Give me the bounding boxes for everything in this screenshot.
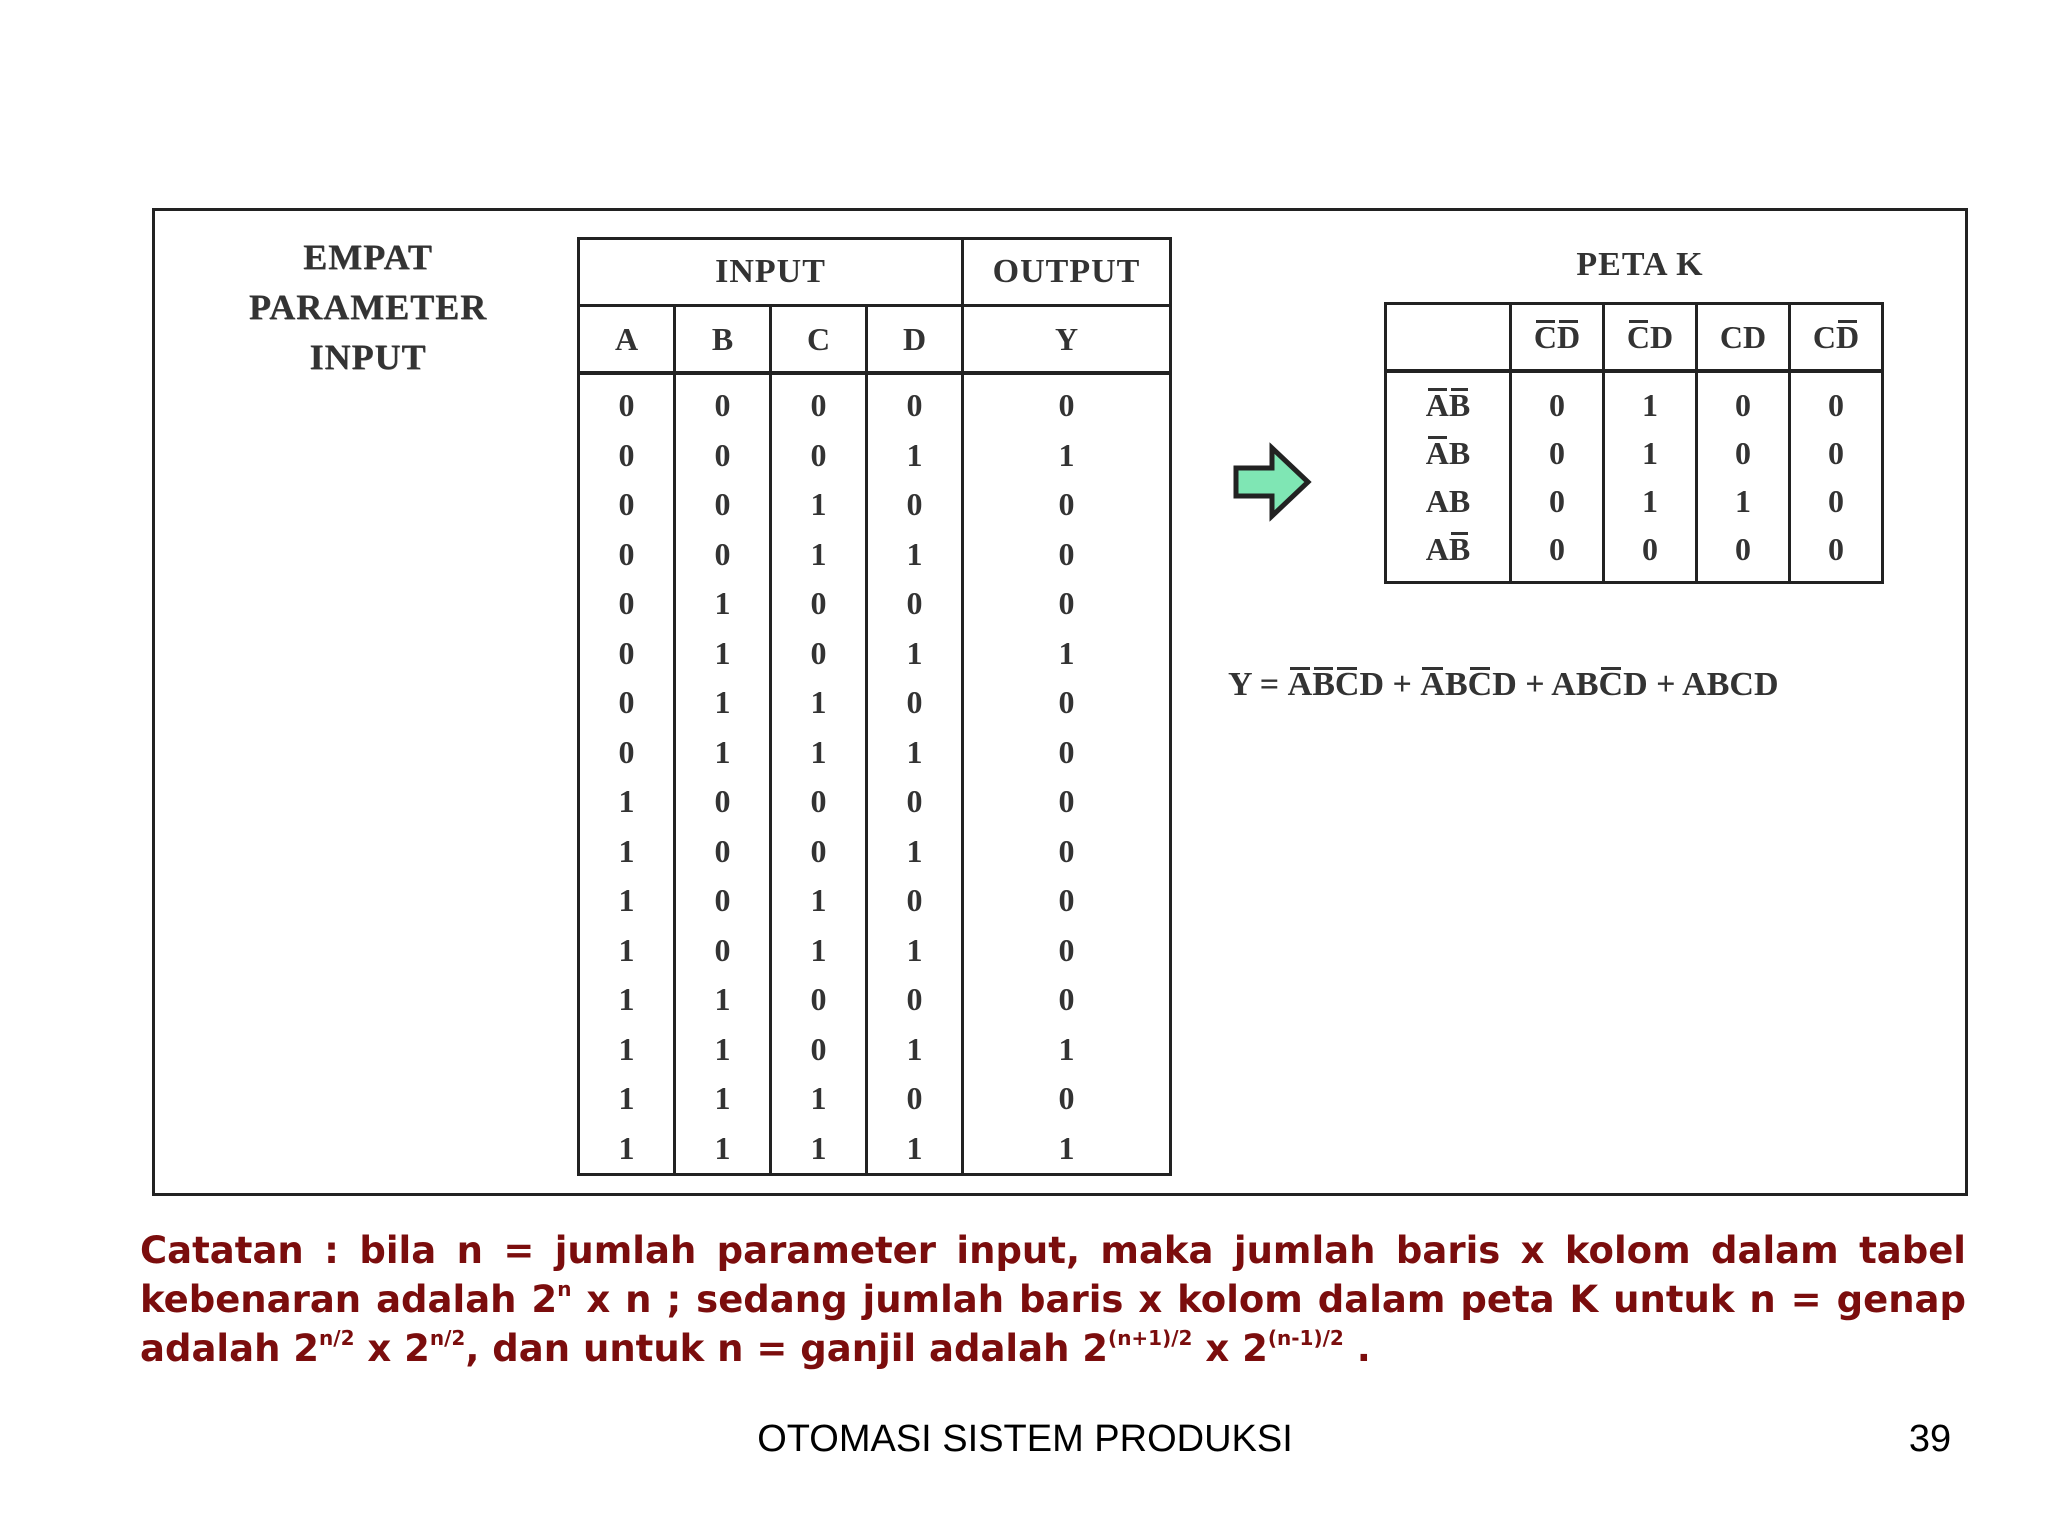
table-cell: 0 (675, 530, 771, 580)
kmap-column-header (1790, 304, 1883, 372)
column-header-b: B (675, 306, 771, 374)
kmap-cell: 0 (1790, 429, 1883, 477)
note-superscript: n (557, 1277, 572, 1301)
table-cell: 0 (963, 926, 1171, 976)
kmap-column-header (1511, 304, 1604, 372)
table-cell: 0 (867, 579, 963, 629)
table-cell: 0 (675, 926, 771, 976)
parameter-title-line: PARAMETER (248, 287, 488, 327)
truth-table (577, 237, 1172, 1176)
negated-literal: B (1312, 666, 1335, 703)
negated-literal: C (1467, 666, 1493, 703)
table-cell: 1 (963, 1124, 1171, 1175)
table-cell: 0 (963, 579, 1171, 629)
table-row (579, 876, 1171, 926)
table-cell: 0 (579, 728, 675, 778)
column-header-y: Y (963, 306, 1171, 374)
table-cell: 0 (771, 629, 867, 679)
table-cell: 1 (675, 1074, 771, 1124)
kmap-cell: 1 (1604, 371, 1697, 429)
literal: C (1729, 666, 1754, 703)
column-header-d: D (867, 306, 963, 374)
table-row (579, 1124, 1171, 1175)
negated-literal: C (1334, 666, 1360, 703)
table-cell: 0 (675, 876, 771, 926)
table-cell: 0 (963, 777, 1171, 827)
table-cell: 1 (579, 1025, 675, 1075)
input-group-header: INPUT (579, 239, 963, 306)
table-cell: 1 (579, 876, 675, 926)
equation-term (1288, 666, 1384, 703)
table-cell: 1 (867, 827, 963, 877)
table-cell: 0 (675, 373, 771, 431)
kmap-row (1386, 477, 1883, 525)
literal: A (1682, 666, 1707, 703)
table-cell: 0 (675, 480, 771, 530)
parameter-title-line: INPUT (309, 337, 427, 377)
table-cell: 0 (963, 678, 1171, 728)
kmap-cell: 0 (1511, 371, 1604, 429)
table-cell: 1 (771, 678, 867, 728)
table-cell: 1 (675, 1124, 771, 1175)
table-cell: 1 (867, 431, 963, 481)
negated-literal: A (1425, 434, 1449, 471)
table-cell: 1 (579, 975, 675, 1025)
kmap-body (1386, 371, 1883, 583)
literal: D (1743, 318, 1767, 355)
kmap-row (1386, 371, 1883, 429)
table-cell: 0 (963, 975, 1171, 1025)
table-cell: 1 (675, 728, 771, 778)
negated-literal: A (1425, 386, 1449, 423)
right-arrow-icon (1232, 442, 1312, 522)
literal: D (1623, 666, 1648, 703)
table-cell: 0 (963, 480, 1171, 530)
literal: D (1359, 666, 1385, 703)
table-cell: 1 (675, 579, 771, 629)
table-cell: 0 (675, 827, 771, 877)
table-cell: 0 (963, 728, 1171, 778)
plus-operator: + (1647, 666, 1683, 703)
table-row (579, 431, 1171, 481)
note-text: , dan untuk n = ganjil adalah 2 (465, 1327, 1109, 1370)
table-cell: 0 (771, 827, 867, 877)
kmap-row-header (1386, 429, 1511, 477)
table-cell: 1 (963, 1025, 1171, 1075)
kmap-row-header (1386, 371, 1511, 429)
table-cell: 0 (579, 373, 675, 431)
kmap-cell: 1 (1604, 429, 1697, 477)
table-cell: 1 (771, 530, 867, 580)
kmap-cell: 0 (1697, 429, 1790, 477)
note-text: . (1343, 1327, 1371, 1370)
literal: B (1444, 666, 1468, 703)
plus-operator: + (1384, 666, 1421, 703)
table-cell: 1 (675, 629, 771, 679)
table-cell: 0 (963, 1074, 1171, 1124)
table-cell: 1 (771, 480, 867, 530)
footer-title: OTOMASI SISTEM PRODUKSI (757, 1418, 1293, 1460)
literal: A (1425, 530, 1449, 567)
note-text: Catatan : bila n = jumlah parameter input, maka jumlah baris x kolom dalam tabel kebenaran adalah 2 (140, 1229, 1966, 1321)
kmap-title: PETA K (1576, 246, 1704, 283)
negated-literal: B (1448, 386, 1471, 423)
table-cell: 1 (675, 1025, 771, 1075)
kmap-row-header (1386, 525, 1511, 583)
table-cell: 1 (867, 1025, 963, 1075)
kmap-cell: 0 (1604, 525, 1697, 583)
note-superscript: (n+1)/2 (1108, 1326, 1193, 1350)
negated-literal: D (1557, 318, 1581, 355)
truth-table-body (579, 373, 1171, 1175)
karnaugh-map (1384, 302, 1884, 584)
table-cell: 0 (963, 827, 1171, 877)
literal: B (1706, 666, 1730, 703)
table-cell: 1 (579, 1124, 675, 1175)
negated-literal: C (1533, 318, 1557, 355)
table-row (579, 530, 1171, 580)
table-cell: 0 (579, 480, 675, 530)
table-cell: 0 (579, 579, 675, 629)
kmap-cell: 0 (1697, 371, 1790, 429)
table-row (579, 373, 1171, 431)
negated-literal: C (1626, 318, 1650, 355)
negated-literal: C (1598, 666, 1624, 703)
table-row (579, 728, 1171, 778)
kmap-row-header (1386, 477, 1511, 525)
table-cell: 1 (675, 678, 771, 728)
literal: D (1650, 318, 1674, 355)
literal: C (1812, 318, 1836, 355)
table-cell: 0 (867, 777, 963, 827)
column-header-a: A (579, 306, 675, 374)
literal: C (1719, 318, 1743, 355)
table-cell: 1 (867, 1124, 963, 1175)
negated-literal: D (1836, 318, 1860, 355)
kmap-row (1386, 429, 1883, 477)
table-cell: 0 (867, 876, 963, 926)
table-cell: 0 (867, 975, 963, 1025)
kmap-cell: 0 (1790, 477, 1883, 525)
equation-term (1682, 666, 1778, 703)
negated-literal: A (1420, 666, 1445, 703)
table-row (579, 480, 1171, 530)
table-cell: 1 (579, 1074, 675, 1124)
table-cell: 0 (675, 431, 771, 481)
kmap-cell: 1 (1697, 477, 1790, 525)
kmap-column-header (1604, 304, 1697, 372)
note-paragraph (140, 1226, 1966, 1373)
literal: A (1551, 666, 1576, 703)
table-cell: 1 (963, 431, 1171, 481)
kmap-cell: 0 (1697, 525, 1790, 583)
table-cell: 0 (771, 975, 867, 1025)
table-cell: 1 (579, 777, 675, 827)
table-cell: 0 (771, 1025, 867, 1075)
kmap-cell: 0 (1790, 525, 1883, 583)
table-cell: 0 (579, 431, 675, 481)
table-cell: 1 (771, 876, 867, 926)
table-cell: 0 (963, 876, 1171, 926)
table-row (579, 579, 1171, 629)
kmap-cell: 0 (1511, 525, 1604, 583)
kmap-cell: 1 (1604, 477, 1697, 525)
parameter-title-line: EMPAT (303, 237, 433, 277)
negated-literal: B (1448, 530, 1471, 567)
table-cell: 1 (579, 926, 675, 976)
literal: B (1448, 434, 1471, 471)
literal: B (1448, 482, 1471, 519)
table-cell: 0 (771, 579, 867, 629)
plus-operator: + (1516, 666, 1552, 703)
table-row (579, 678, 1171, 728)
table-cell: 0 (867, 678, 963, 728)
column-header-c: C (771, 306, 867, 374)
table-cell: 0 (771, 373, 867, 431)
note-superscript: (n-1)/2 (1267, 1326, 1344, 1350)
table-cell: 1 (963, 629, 1171, 679)
literal: D (1492, 666, 1517, 703)
boolean-equation (1228, 666, 1779, 704)
table-row (579, 1025, 1171, 1075)
table-cell: 0 (867, 1074, 963, 1124)
note-superscript: n/2 (319, 1326, 355, 1350)
output-group-header: OUTPUT (963, 239, 1171, 306)
table-cell: 0 (675, 777, 771, 827)
literal: D (1753, 666, 1779, 703)
note-text: x 2 (354, 1327, 430, 1370)
table-cell: 1 (771, 728, 867, 778)
table-cell: 1 (771, 1124, 867, 1175)
table-cell: 0 (579, 678, 675, 728)
table-row (579, 926, 1171, 976)
table-row (579, 975, 1171, 1025)
table-cell: 0 (579, 530, 675, 580)
table-row (579, 827, 1171, 877)
table-cell: 1 (867, 530, 963, 580)
table-cell: 0 (579, 629, 675, 679)
equation-term (1420, 666, 1516, 703)
note-text: x 2 (1192, 1327, 1268, 1370)
table-cell: 1 (771, 1074, 867, 1124)
note-text: x n ; sedang jumlah baris x kolom dalam peta K untuk n = genap adalah 2 (140, 1278, 1966, 1370)
equation-terms (1288, 666, 1779, 703)
kmap-row (1386, 525, 1883, 583)
kmap-cell: 0 (1511, 429, 1604, 477)
table-cell: 1 (771, 926, 867, 976)
table-cell: 0 (963, 373, 1171, 431)
equation-term (1551, 666, 1647, 703)
table-cell: 0 (867, 373, 963, 431)
table-cell: 1 (867, 926, 963, 976)
negated-literal: A (1287, 666, 1313, 703)
kmap-cell: 0 (1790, 371, 1883, 429)
kmap-cell: 0 (1511, 477, 1604, 525)
parameter-title (208, 232, 528, 382)
table-cell: 0 (963, 530, 1171, 580)
table-cell: 1 (867, 629, 963, 679)
literal: A (1425, 482, 1449, 519)
page-number: 39 (1908, 1418, 1952, 1460)
table-row (579, 1074, 1171, 1124)
literal: B (1575, 666, 1599, 703)
table-cell: 0 (771, 431, 867, 481)
kmap-column-header (1697, 304, 1790, 372)
table-cell: 0 (771, 777, 867, 827)
note-superscript: n/2 (429, 1326, 466, 1350)
kmap-corner-cell (1386, 304, 1511, 372)
table-row (579, 629, 1171, 679)
table-cell: 1 (867, 728, 963, 778)
table-row (579, 777, 1171, 827)
table-cell: 1 (579, 827, 675, 877)
equation-lhs: Y = (1228, 666, 1288, 703)
table-cell: 0 (867, 480, 963, 530)
table-cell: 1 (675, 975, 771, 1025)
